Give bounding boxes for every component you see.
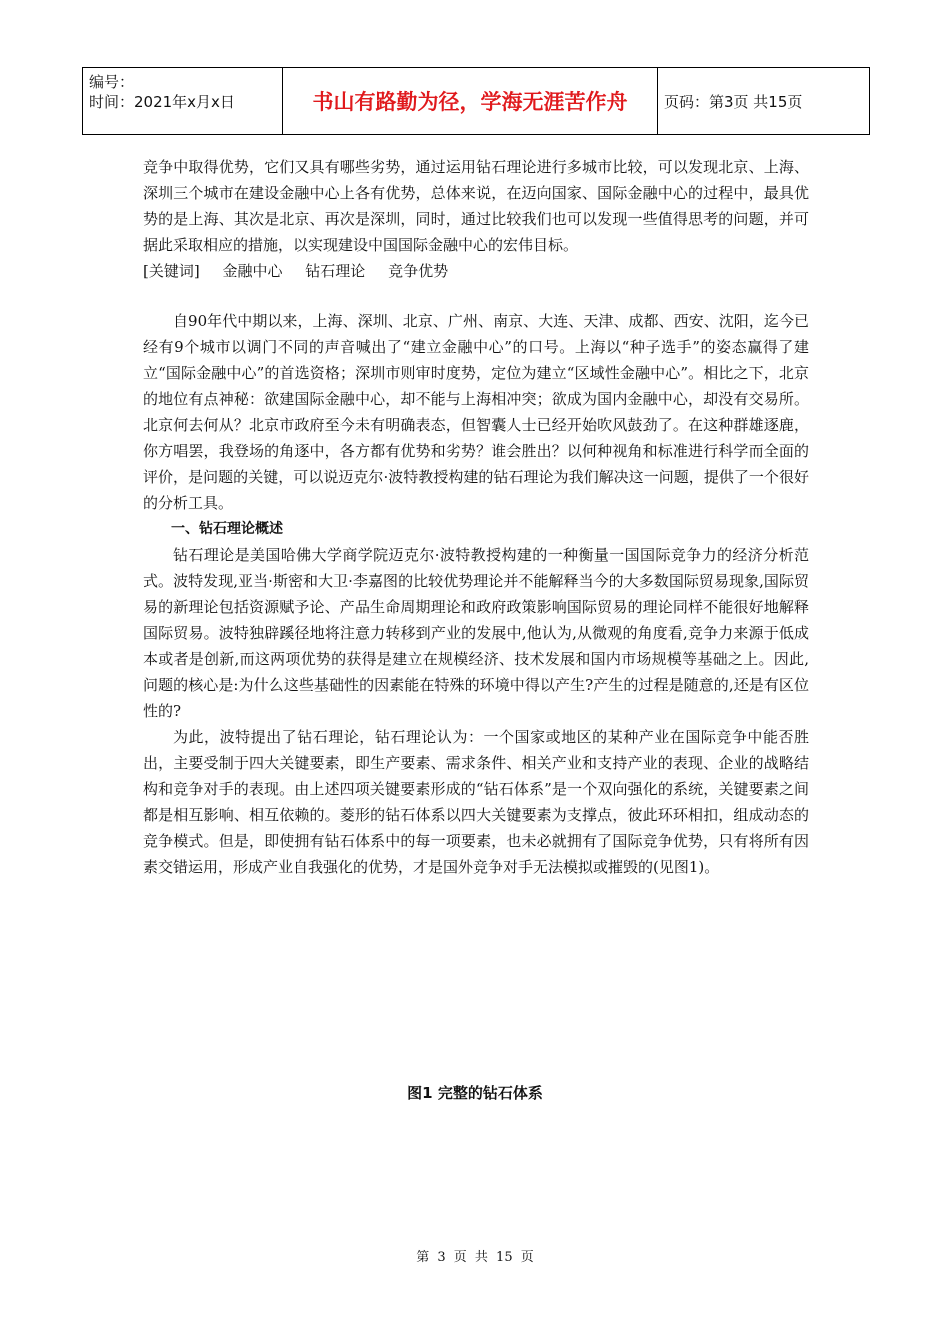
header-left-cell (83, 68, 283, 134)
figure-caption: 图1 完整的钻石体系 (407, 1084, 543, 1102)
keywords-label: [关键词] (143, 262, 200, 280)
document-date: 时间：2021年x月x日 (89, 93, 235, 111)
header-motto: 书山有路勤为径，学海无涯苦作舟 (283, 68, 658, 134)
document-body (143, 154, 809, 880)
abstract-continued: 竞争中取得优势，它们又具有哪些劣势，通过运用钻石理论进行多城市比较，可以发现北京、上海、深圳三个城市在建设金融中心上各有优势，总体来说，在迈向国家、国际金融中心的过程中，最具优势的是上海、其次是北京、再次是深圳，同时，通过比较我们也可以发现一些值得思考的问题，并可据此采取相应的措施，以实现建设中国国际金融中心的宏伟目标。 (143, 158, 809, 254)
paragraph-four-factors: 为此，波特提出了钻石理论，钻石理论认为：一个国家或地区的某种产业在国际竞争中能否胜出，主要受制于四大关键要素，即生产要素、需求条件、相关产业和支持产业的表现、企业的战略结构和竞争对手的表现。由上述四项关键要素形成的“钻石体系”是一个双向强化的系统，关键要素之间都是相互影响、相互依赖的。菱形的钻石体系以四大关键要素为支撑点，彼此环环相扣，组成动态的竞争模式。但是，即使拥有钻石体系中的每一项要素，也未必就拥有了国际竞争优势，只有将所有因素交错运用，形成产业自我强化的优势，才是国外竞争对手无法模拟或摧毁的(见图1)。 (143, 728, 809, 876)
section-title: 一、钻石理论概述 (171, 521, 283, 537)
paragraph-diamond-theory: 钻石理论是美国哈佛大学商学院迈克尔·波特教授构建的一种衡量一国国际竞争力的经济分析范式。波特发现,亚当·斯密和大卫·李嘉图的比较优势理论并不能解释当今的大多数国际贸易现象,国际贸易的新理论包括资源赋予论、产品生命周期理论和政府政策影响国际贸易的理论同样不能很好地解释国际贸易。波特独辟蹊径地将注意力转移到产业的发展中,他认为,从微观的角度看,竞争力来源于低成本或者是创新,而这两项优势的获得是建立在规模经济、技术发展和国内市场规模等基础之上。因此,问题的核心是:为什么这些基础性的因素能在特殊的环境中得以产生?产生的过程是随意的,还是有区位性的? (143, 546, 809, 720)
page-header (82, 67, 870, 135)
paragraph-intro: 自90年代中期以来，上海、深圳、北京、广州、南京、大连、天津、成都、西安、沈阳，迄今已经有9个城市以调门不同的声音喊出了“建立金融中心”的口号。上海以“种子选手”的姿态赢得了建立“国际金融中心”的首选资格；深圳市则审时度势，定位为建立“区域性金融中心”。相比之下，北京的地位有点神秘：欲建国际金融中心，却不能与上海相冲突；欲成为国内金融中心，却没有交易所。北京何去何从？北京市政府至今未有明确表态，但智囊人士已经开始吹风鼓劲了。在这种群雄逐鹿，你方唱罢，我登场的角逐中，各方都有优势和劣势？谁会胜出？以何种视角和标准进行科学而全面的评价，是问题的关键，可以说迈克尔·波特教授构建的钻石理论为我们解决这一问题，提供了一个很好的分析工具。 (143, 312, 809, 512)
page-footer: 第 3 页 共 15 页 (416, 1250, 534, 1265)
keywords-line (143, 258, 809, 284)
keyword-item: 竞争优势 (388, 262, 449, 280)
document-number-label: 编号： (89, 73, 135, 91)
header-page-info: 页码：第3页 共15页 (664, 92, 803, 111)
keyword-item: 金融中心 (222, 262, 283, 280)
keyword-item: 钻石理论 (305, 262, 366, 280)
